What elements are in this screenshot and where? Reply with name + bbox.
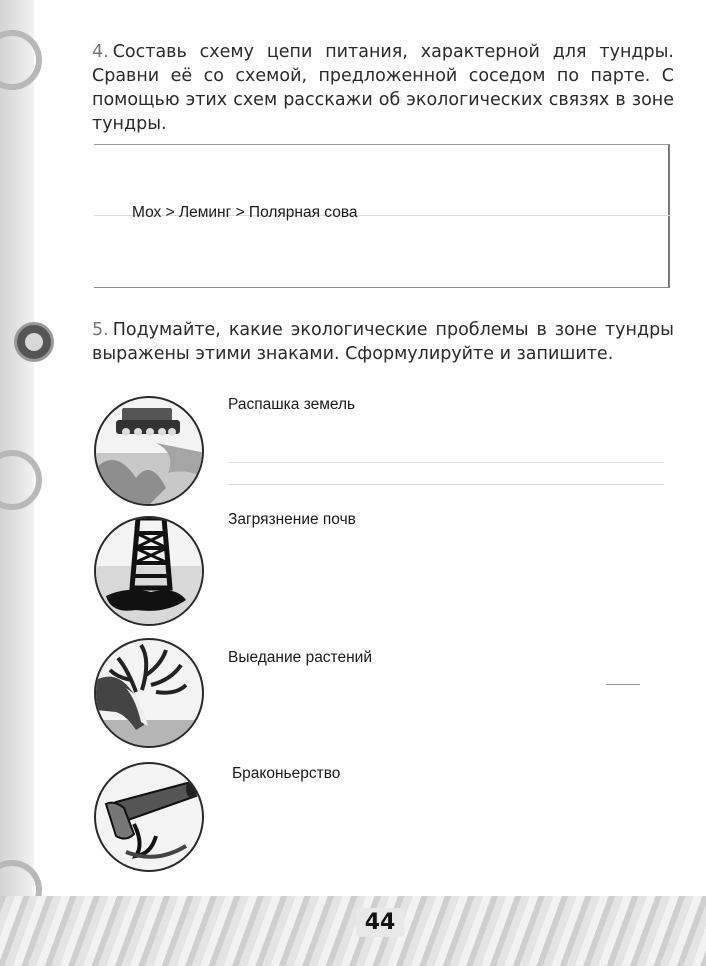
tracked-vehicle-icon (94, 396, 204, 506)
oil-derrick-icon (94, 516, 204, 626)
task-4-instruction: Составь схему цепи питания, характерной для тундры. Сравни её со схемой, предложенной соседом по парте. С помощью этих схем расскажи об экологических связях в зоне тундры. (92, 42, 674, 134)
answer-line (606, 684, 640, 685)
food-chain-answer: Мох > Леминг > Полярная сова (132, 204, 358, 221)
globe-icon (14, 322, 54, 362)
task-5-instruction: Подумайте, какие экологические проблемы в зоне тундры выражены этими знаками. Сформулируйте и запишите. (92, 320, 674, 364)
problem-answer-3: Выедание растений (228, 649, 372, 666)
task-4-text (92, 40, 674, 136)
shotgun-icon (94, 762, 204, 872)
problem-answer-2: Загрязнение почв (228, 511, 356, 528)
task-4-number: 4. (92, 42, 109, 62)
task-5-text (92, 318, 674, 366)
problem-answer-1: Распашка земель (228, 396, 356, 413)
answer-line (228, 462, 664, 463)
answer-line (228, 484, 664, 485)
decorative-swirl-icon (0, 30, 42, 90)
page-number: 44 (356, 908, 404, 937)
decorative-swirl-icon (0, 450, 42, 510)
decorative-bottom-band (0, 896, 706, 966)
problem-answer-4: Браконьерство (232, 765, 341, 782)
reindeer-icon (94, 638, 204, 748)
task-5-number: 5. (92, 320, 109, 340)
